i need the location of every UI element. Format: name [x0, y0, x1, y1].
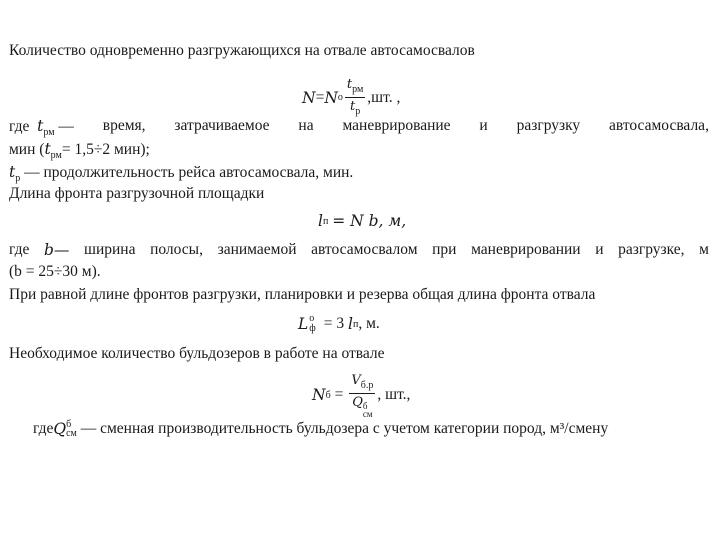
- def3-word: ширина: [84, 241, 136, 258]
- def2-line: $t_р$ — продолжительность рейса автосамосвала, мин.: [9, 163, 354, 184]
- def3-line1: [9, 241, 709, 259]
- def3-word: маневрировании: [471, 241, 581, 258]
- def1-line1: [9, 117, 709, 142]
- formula2-l-sub: п: [322, 215, 329, 227]
- formula4-sub: б: [325, 389, 331, 401]
- formula1-eq: =: [315, 88, 325, 106]
- def1-word: на: [298, 117, 314, 134]
- formula4-fraction: $V_{б.р}$ Q б см: [351, 373, 374, 419]
- formula1-num-sub: рм: [352, 84, 364, 95]
- formula1-n: N: [324, 88, 338, 107]
- formula1-unit: ,шт. ,: [367, 88, 401, 106]
- def1-word: и: [479, 117, 488, 134]
- formula-trucks-count: [302, 76, 400, 119]
- formula3-L: L: [298, 315, 309, 333]
- formula4-unit: , шт.,: [377, 386, 411, 403]
- def1-word: разгрузку: [516, 117, 581, 134]
- def3-word: b—: [43, 241, 70, 259]
- formula4-N: N: [312, 386, 326, 404]
- formula1-num: t: [346, 77, 353, 92]
- bulldozers-text: Необходимое количество бульдозеров в работе на отвале: [9, 345, 385, 362]
- intro-text: Количество одновременно разгружающихся на отвале автосамосвалов: [9, 42, 475, 59]
- def3-word: занимаемой: [217, 241, 297, 258]
- formula1-fraction: [345, 76, 365, 119]
- formula4-eq: =: [334, 386, 344, 403]
- formula1-den: t: [349, 99, 356, 114]
- formula2-rhs: = N b, м,: [332, 212, 407, 230]
- formula1-n-sub: о: [337, 92, 343, 103]
- def4-line: где Q б см — сменная производительность бульдозера с учетом категории пород, м³/смену: [33, 419, 609, 439]
- front-title: Длина фронта разгрузочной площадки: [9, 185, 265, 202]
- formula3-l: l: [348, 315, 353, 333]
- total-front-text: При равной длине фронтов разгрузки, планировки и резерва общая длина фронта отвала: [9, 286, 596, 303]
- def3-word: разгрузке,: [618, 241, 685, 258]
- formula1-lhs: N: [302, 88, 316, 107]
- def1-lead: где $t_{рм}$ —: [9, 117, 74, 138]
- formula3-rhs: = 3: [323, 315, 345, 332]
- def3-word: автосамосвалом: [311, 241, 418, 258]
- formula3-scripts: о ф: [309, 313, 316, 334]
- def3-word: полосы,: [150, 241, 203, 258]
- def1-line2: мин ($t_{рм}= 1,5\div 2$ мин);: [9, 140, 150, 161]
- formula1-den-sub: р: [355, 106, 361, 117]
- formula-bulldozers: [312, 372, 410, 418]
- def3-line2: (b = 25÷30 м).: [9, 263, 101, 280]
- def3-word: при: [432, 241, 457, 258]
- formula3-l-sub: п: [353, 318, 359, 330]
- def3-word: и: [595, 241, 604, 258]
- formula-total-front: [298, 314, 380, 334]
- formula-front-length: [318, 212, 406, 230]
- formula2-l: l: [318, 212, 323, 230]
- def1-word: автосамосвала,: [609, 117, 709, 134]
- def3-word: где: [9, 241, 30, 258]
- formula3-unit: , м.: [358, 315, 380, 332]
- def3-word: м: [699, 241, 709, 258]
- def1-word: затрачиваемое: [174, 117, 270, 134]
- def1-word: маневрирование: [342, 117, 451, 134]
- def1-word: время,: [102, 117, 146, 134]
